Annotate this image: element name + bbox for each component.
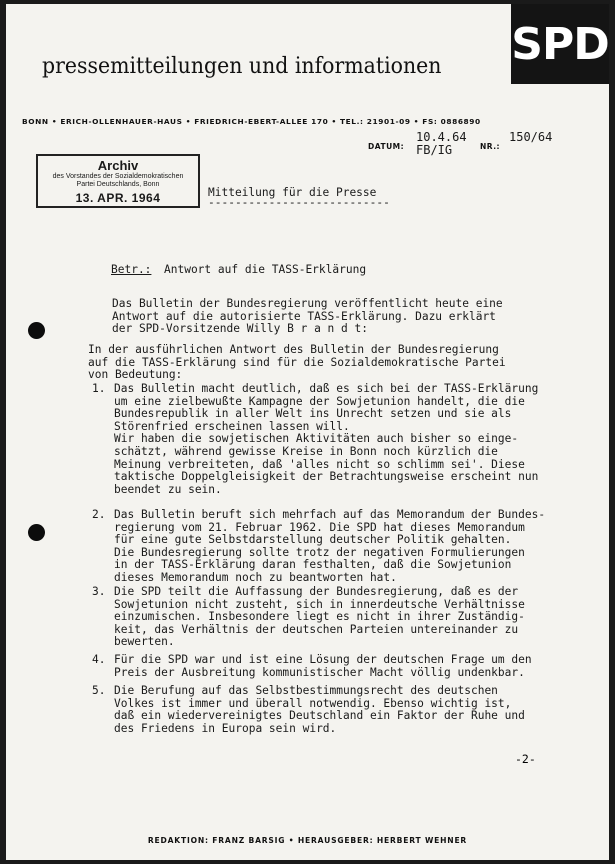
lead-line: auf die TASS-Erklärung sind für die Sozialdemokratische Partei <box>88 355 506 369</box>
point-number: 3. <box>92 585 106 598</box>
point-line: bewerten. <box>114 635 175 649</box>
point-line: schätzt, während gewisse Kreise in Bonn noch kürzlich die <box>114 445 498 458</box>
datum-label: DATUM: <box>368 142 405 151</box>
point-line: Das Bulletin macht deutlich, daß es sich bei der TASS-Erklärung <box>114 382 539 395</box>
point-line: Die SPD teilt die Auffassung der Bundesregierung, daß es der <box>114 585 519 598</box>
punch-hole-icon <box>28 524 45 541</box>
footer-credits: REDAKTION: FRANZ BARSIG • HERAUSGEBER: HERBERT WEHNER <box>147 836 468 845</box>
nr-label: NR.: <box>480 142 501 151</box>
point-line: Meinung verbreiteten, daß 'alles nicht so schlimm sei'. Diese <box>114 457 525 471</box>
point-line: taktische Doppelgleisigkeit der Betrachtungsweise erscheint nun <box>114 470 539 484</box>
memo-heading: Mitteilung für die Presse <box>208 186 377 199</box>
point-number: 1. <box>92 382 106 395</box>
page-number: -2- <box>515 752 536 766</box>
archive-stamp <box>36 154 200 208</box>
nr-value: 150/64 <box>509 130 553 144</box>
point-line: Die Bundesregierung sollte trotz der negativen Formulierungen <box>114 545 525 559</box>
stamp-line-1: des Vorstandes der Sozialdemokratischen <box>52 173 184 180</box>
point-line: Volkes ist immer und überall notwendig. Ebenso wichtig ist, <box>114 696 512 710</box>
point-line: Für die SPD war und ist eine Lösung der deutschen Frage um den <box>114 653 532 666</box>
intro-line: Das Bulletin der Bundesregierung veröffentlicht heute eine <box>112 297 503 310</box>
memo-underline: --------------------------- <box>208 196 390 209</box>
intro-line: der SPD-Vorsitzende Willy B r a n d t: <box>112 322 368 336</box>
masthead-title: pressemitteilungen und informationen <box>42 54 442 79</box>
point-line: Das Bulletin beruft sich mehrfach auf das Memorandum der Bundes- <box>114 508 546 521</box>
point-line: Störenfried erscheinen lassen will. <box>114 419 350 433</box>
subject-text: Antwort auf die TASS-Erklärung <box>164 263 367 276</box>
document-page <box>6 4 609 860</box>
point-line: für eine gute Selbstdarstellung deutscher Politik gehalten. <box>114 533 512 547</box>
point-line: daß ein wiedervereinigtes Deutschland ein Faktor der Ruhe und <box>114 709 525 723</box>
point-line: einzumischen. Insbesondere liegt es nicht in ihrer Zuständig- <box>114 610 525 624</box>
point-number: 4. <box>92 653 106 666</box>
punch-hole-icon <box>28 322 45 339</box>
subject-label: Betr.: <box>111 263 152 276</box>
point-line: Die Berufung auf das Selbstbestimmungsrecht des deutschen <box>114 684 498 697</box>
point-line: um eine zielbewußte Kampagne der Sowjetunion handelt, die die <box>114 394 525 408</box>
point-line: Bundesrepublik in aller Welt ins Unrecht setzen und sie als <box>114 407 512 421</box>
point-line: Preis der Ausbreitung kommunistischer Macht völlig undenkbar. <box>114 665 525 679</box>
address-line: BONN • ERICH-OLLENHAUER-HAUS • FRIEDRICH-EBERT-ALLEE 170 • TEL.: 21901-09 • FS: 0886890 <box>22 117 481 126</box>
point-line: beendet zu sein. <box>114 482 222 496</box>
point-line: des Friedens in Europa sein wird. <box>114 721 337 735</box>
point-number: 2. <box>92 508 106 521</box>
intro-line: Antwort auf die autorisierte TASS-Erklärung. Dazu erklärt <box>112 309 496 323</box>
stamp-line-2: Partei Deutschlands, Bonn <box>76 181 160 188</box>
datum-value: 10.4.64 <box>416 130 467 144</box>
lead-line: In der ausführlichen Antwort des Bulletin der Bundesregierung <box>88 343 499 356</box>
point-line: keit, das Verhältnis der deutschen Parteien untereinander zu <box>114 622 519 636</box>
point-number: 5. <box>92 684 106 697</box>
point-line: Wir haben die sowjetischen Aktivitäten auch bisher so einge- <box>114 432 519 446</box>
lead-line: von Bedeutung: <box>88 368 183 382</box>
point-line: Sowjetunion nicht zusteht, sich in innerdeutsche Verhältnisse <box>114 597 525 611</box>
stamp-title: Archiv <box>97 158 139 173</box>
point-line: dieses Memorandum noch zu beantworten hat. <box>114 571 397 584</box>
point-line: regierung vom 21. Februar 1962. Die SPD hat dieses Memorandum <box>114 520 525 534</box>
point-line: in der TASS-Erklärung daran festhalten, daß die Sowjetunion <box>114 558 512 572</box>
stamp-date: 13. APR. 1964 <box>75 191 161 205</box>
spd-logo: SPD <box>511 4 609 84</box>
initials: FB/IG <box>416 143 453 157</box>
